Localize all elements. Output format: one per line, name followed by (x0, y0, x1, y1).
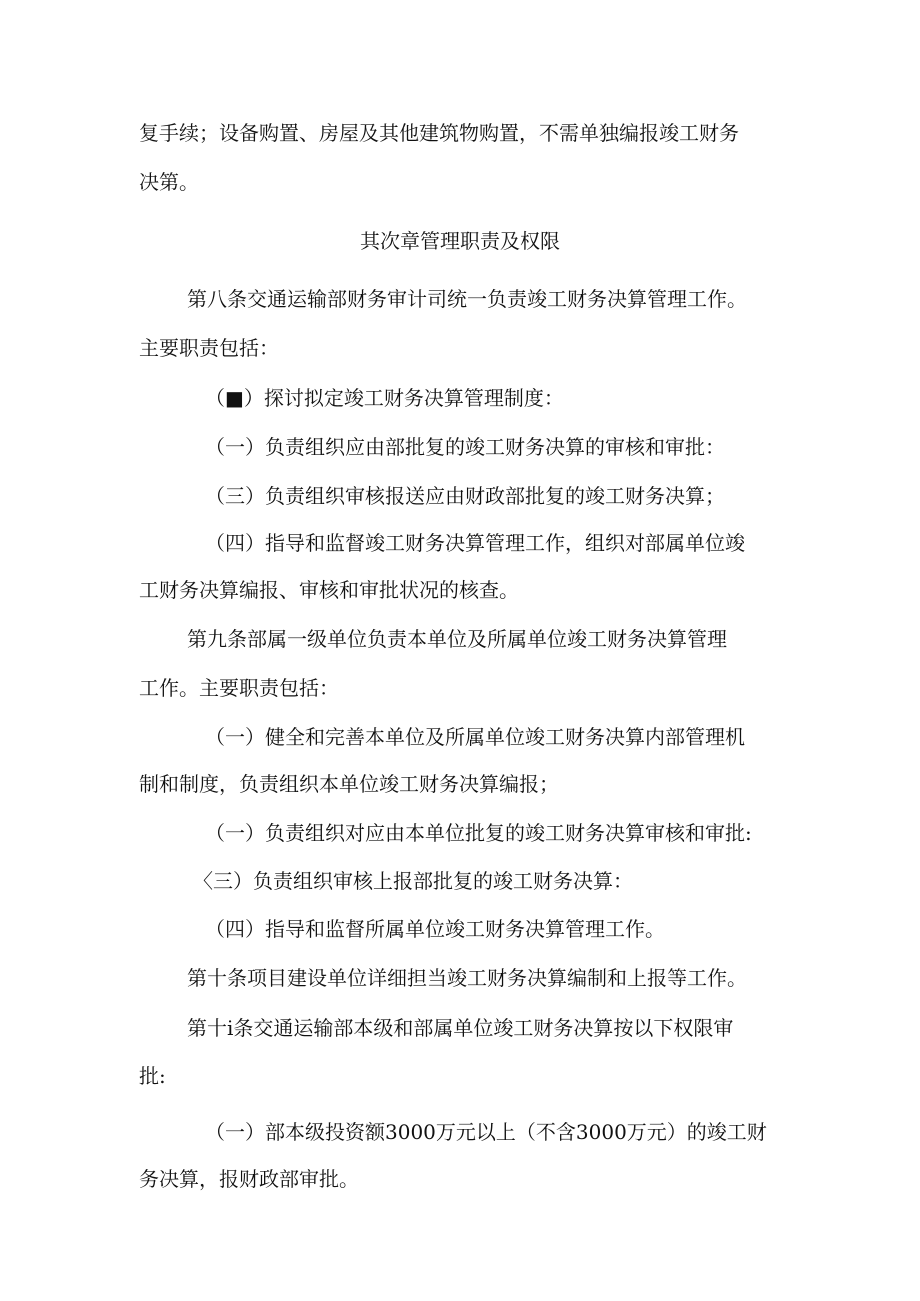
text-line: 第十i条交通运输部本级和部属单位竣工财务决算按以下权限审 (187, 1016, 734, 1040)
text-line: （四）指导和监督所属单位竣工财务决算管理工作。 (205, 917, 665, 941)
text-line: （四）指导和监督竣工财务决算管理工作，组织对部属单位竣 (205, 531, 745, 555)
text-line: 第九条部属一级单位负责本单位及所属单位竣工财务决算管理 (187, 627, 727, 651)
text-line: 务决算，报财政部审批。 (139, 1167, 359, 1191)
text-line: 〈三）负责组织审核上报部批复的竣工财务决算： (193, 869, 633, 893)
text-line: 主要职责包括： (139, 336, 279, 360)
text-line: （一）健全和完善本单位及所属单位竣工财务决算内部管理机 (205, 725, 745, 749)
text-line: 复手续；设备购置、房屋及其他建筑物购置，不需单独编报竣工财务 (139, 121, 739, 145)
text-line: 工作。主要职责包括： (139, 676, 339, 700)
text-line: 第十条项目建设单位详细担当竣工财务决算编制和上报等工作。 (187, 966, 747, 990)
chapter-heading: 其次章管理职责及权限 (360, 229, 560, 253)
text-line: 制和制度，负责组织本单位竣工财务决算编报； (139, 772, 559, 796)
text-line: （一）负责组织对应由本单位批复的竣工财务决算审核和审批: (205, 821, 752, 845)
text-line: 决第。 (139, 170, 199, 194)
text-line: （三）负责组织审核报送应由财政部批复的竣工财务决算； (205, 484, 725, 508)
text-line: 批: (139, 1064, 166, 1088)
text-line: （一）部本级投资额3000万元以上（不含3000万元）的竣工财 (205, 1120, 767, 1144)
text-line: 第八条交通运输部财务审计司统一负责竣工财务决算管理工作。 (187, 287, 747, 311)
text-line: （■）探讨拟定竣工财务决算管理制度： (205, 386, 564, 410)
text-line: （一）负责组织应由部批复的竣工财务决算的审核和审批： (205, 435, 725, 459)
text-line: 工财务决算编报、审核和审批状况的核查。 (139, 578, 519, 602)
